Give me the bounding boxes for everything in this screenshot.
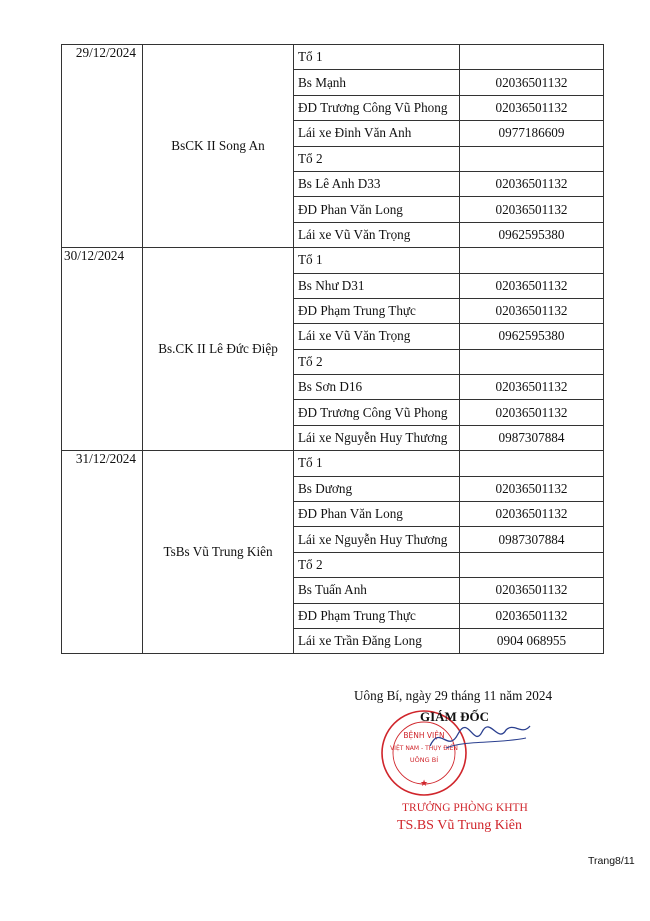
phone-cell: 0962595380 <box>460 222 604 247</box>
phone-cell: 02036501132 <box>460 95 604 120</box>
phone-cell: 02036501132 <box>460 375 604 400</box>
date-cell: 30/12/2024 <box>62 248 143 451</box>
seal-line-1: BỆNH VIỆN <box>403 731 445 740</box>
staff-name-cell: Tổ 2 <box>294 552 460 577</box>
staff-name-cell: Lái xe Vũ Văn Trọng <box>294 324 460 349</box>
staff-name-cell: ĐD Phạm Trung Thực <box>294 603 460 628</box>
phone-cell: 02036501132 <box>460 603 604 628</box>
place-date: Uông Bí, ngày 29 tháng 11 năm 2024 <box>354 688 553 703</box>
duty-schedule-table <box>61 44 604 654</box>
staff-name-cell: Tổ 2 <box>294 349 460 374</box>
staff-name-cell: Tổ 2 <box>294 146 460 171</box>
duty-leader-cell: Bs.CK II Lê Đức Điệp <box>143 248 294 451</box>
phone-cell: 0977186609 <box>460 121 604 146</box>
phone-cell <box>460 248 604 273</box>
head-title: TRƯỞNG PHÒNG KHTH <box>402 802 528 814</box>
duty-leader-cell: BsCK II Song An <box>143 45 294 248</box>
duty-leader-cell: TsBs Vũ Trung Kiên <box>143 451 294 654</box>
phone-cell <box>460 146 604 171</box>
staff-name-cell: ĐD Trương Công Vũ Phong <box>294 400 460 425</box>
table-row <box>62 451 604 476</box>
staff-name-cell: Lái xe Vũ Văn Trọng <box>294 222 460 247</box>
staff-name-cell: Bs Lê Anh D33 <box>294 171 460 196</box>
phone-cell: 02036501132 <box>460 298 604 323</box>
phone-cell <box>460 45 604 70</box>
seal-line-3: UÔNG BÍ <box>409 756 439 764</box>
phone-cell: 02036501132 <box>460 476 604 501</box>
staff-name-cell: Bs Sơn D16 <box>294 375 460 400</box>
staff-name-cell: Bs Tuấn Anh <box>294 578 460 603</box>
table-row <box>62 248 604 273</box>
handwritten-signature <box>426 718 536 758</box>
phone-cell: 02036501132 <box>460 400 604 425</box>
page-number: Trang8/11 <box>588 855 635 867</box>
phone-cell <box>460 349 604 374</box>
seal-line-2: VIỆT NAM - THỤY ĐIỂN <box>390 745 458 752</box>
date-cell: 29/12/2024 <box>62 45 143 248</box>
staff-name-cell: ĐD Trương Công Vũ Phong <box>294 95 460 120</box>
seal-star-icon: ★ <box>419 778 429 788</box>
phone-cell: 02036501132 <box>460 197 604 222</box>
phone-cell: 0987307884 <box>460 425 604 450</box>
staff-name-cell: Lái xe Trần Đăng Long <box>294 628 460 653</box>
phone-cell: 02036501132 <box>460 502 604 527</box>
staff-name-cell: Tổ 1 <box>294 451 460 476</box>
phone-cell: 02036501132 <box>460 171 604 196</box>
phone-cell: 0987307884 <box>460 527 604 552</box>
director-label: GIÁM ĐỐC <box>420 709 489 724</box>
phone-cell <box>460 552 604 577</box>
phone-cell: 02036501132 <box>460 70 604 95</box>
staff-name-cell: ĐD Phan Văn Long <box>294 197 460 222</box>
phone-cell <box>460 451 604 476</box>
table-row <box>62 45 604 70</box>
staff-name-cell: Bs Mạnh <box>294 70 460 95</box>
schedule-body <box>62 45 604 654</box>
staff-name-cell: ĐD Phan Văn Long <box>294 502 460 527</box>
phone-cell: 02036501132 <box>460 273 604 298</box>
staff-name-cell: Bs Dương <box>294 476 460 501</box>
staff-name-cell: ĐD Phạm Trung Thực <box>294 298 460 323</box>
phone-cell: 0962595380 <box>460 324 604 349</box>
head-name: TS.BS Vũ Trung Kiên <box>397 818 523 833</box>
phone-cell: 0904 068955 <box>460 628 604 653</box>
date-cell: 31/12/2024 <box>62 451 143 654</box>
staff-name-cell: Bs Như D31 <box>294 273 460 298</box>
phone-cell: 02036501132 <box>460 578 604 603</box>
staff-name-cell: Lái xe Nguyễn Huy Thương <box>294 425 460 450</box>
staff-name-cell: Tổ 1 <box>294 248 460 273</box>
staff-name-cell: Tổ 1 <box>294 45 460 70</box>
staff-name-cell: Lái xe Nguyễn Huy Thương <box>294 527 460 552</box>
staff-name-cell: Lái xe Đinh Văn Anh <box>294 121 460 146</box>
